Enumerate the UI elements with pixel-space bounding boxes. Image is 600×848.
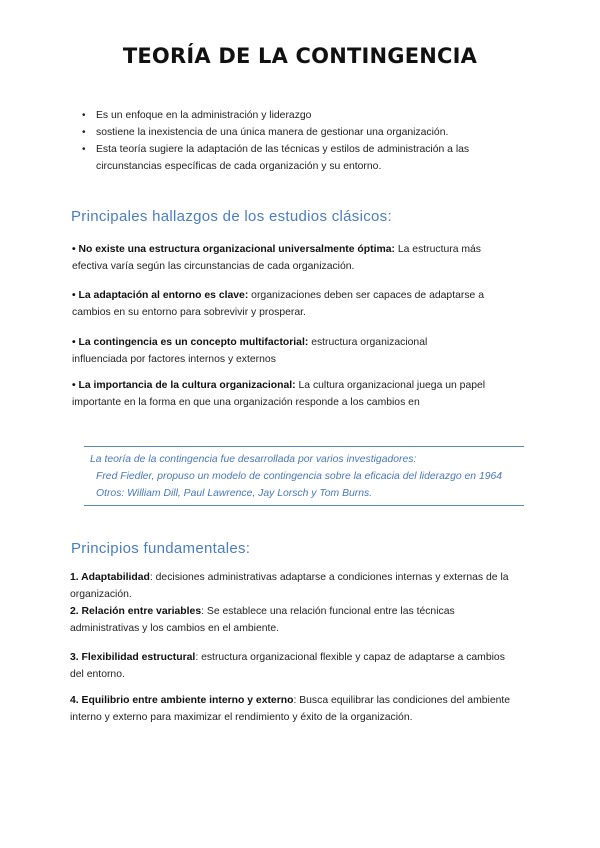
quote-line: La teoría de la contingencia fue desarrollada por varios investigadores:	[90, 454, 417, 465]
principles-heading: Principios fundamentales:	[71, 540, 251, 557]
quote-line: Otros: William Dill, Paul Lawrence, Jay Lorsch y Tom Burns.	[96, 488, 373, 499]
principle-text: : estructura organizacional flexible y capaz de adaptarse a cambios	[195, 652, 505, 663]
principle-paragraph	[70, 692, 540, 726]
intro-list	[82, 107, 522, 175]
principle-text: administrativas y los cambios en el ambiente.	[70, 623, 280, 634]
finding-text: cambios en su entorno para sobrevivir y prosperar.	[72, 307, 306, 318]
principles-section	[70, 569, 540, 726]
principle-paragraph	[70, 649, 540, 683]
finding-title: • La importancia de la cultura organizacional:	[72, 380, 296, 391]
principle-title: 1. Adaptabilidad	[70, 572, 150, 583]
finding-paragraph	[72, 377, 532, 411]
finding-title: • No existe una estructura organizacional universalmente óptima:	[72, 244, 395, 255]
principle-text: : Busca equilibrar las condiciones del ambiente	[293, 695, 511, 706]
findings-heading: Principales hallazgos de los estudios clásicos:	[71, 208, 392, 225]
finding-title: • La adaptación al entorno es clave:	[72, 290, 249, 301]
page-title: TEORÍA DE LA CONTINGENCIA	[122, 44, 478, 68]
finding-text: influenciada por factores internos y externos	[72, 354, 276, 365]
principle-title: 2. Relación entre variables	[70, 606, 202, 617]
finding-text: efectiva varía según las circunstancias de cada organización.	[72, 261, 355, 272]
principle-title: 3. Flexibilidad estructural	[70, 652, 196, 663]
principle-title: 4. Equilibrio entre ambiente interno y externo	[70, 695, 294, 706]
findings-section	[72, 241, 532, 411]
finding-text: La estructura más	[394, 244, 482, 255]
principle-text: : decisiones administrativas adaptarse a condiciones internas y externas de la	[149, 572, 509, 583]
principle-paragraph	[70, 569, 540, 603]
finding-text: La cultura organizacional juega un papel	[295, 380, 486, 391]
principle-paragraph	[70, 603, 540, 637]
intro-item: • Esta teoría sugiere la adaptación de las técnicas y estilos de administración a las circunstancias específicas de cada organización y su entorno.	[82, 141, 522, 175]
finding-text: importante en la forma en que una organización responde a los cambios en	[72, 397, 420, 408]
principle-text: del entorno.	[70, 669, 125, 680]
finding-text: organizaciones deben ser capaces de adaptarse a	[248, 290, 484, 301]
quote-line: Fred Fiedler, propuso un modelo de contingencia sobre la eficacia del liderazgo en 1964	[96, 471, 503, 482]
intro-item: • Es un enfoque en la administración y liderazgo	[82, 107, 522, 124]
finding-paragraph	[72, 287, 532, 321]
intro-item: • sostiene la inexistencia de una única manera de gestionar una organización.	[82, 124, 522, 141]
principle-text: : Se establece una relación funcional entre las técnicas	[201, 606, 455, 617]
finding-paragraph	[72, 241, 532, 275]
principle-text: interno y externo para maximizar el rendimiento y éxito de la organización.	[70, 712, 413, 723]
finding-paragraph	[72, 334, 532, 368]
finding-text: estructura organizacional	[308, 337, 428, 348]
finding-title: • La contingencia es un concepto multifactorial:	[72, 337, 309, 348]
principle-text: organización.	[70, 589, 132, 600]
quote-block	[84, 446, 524, 506]
